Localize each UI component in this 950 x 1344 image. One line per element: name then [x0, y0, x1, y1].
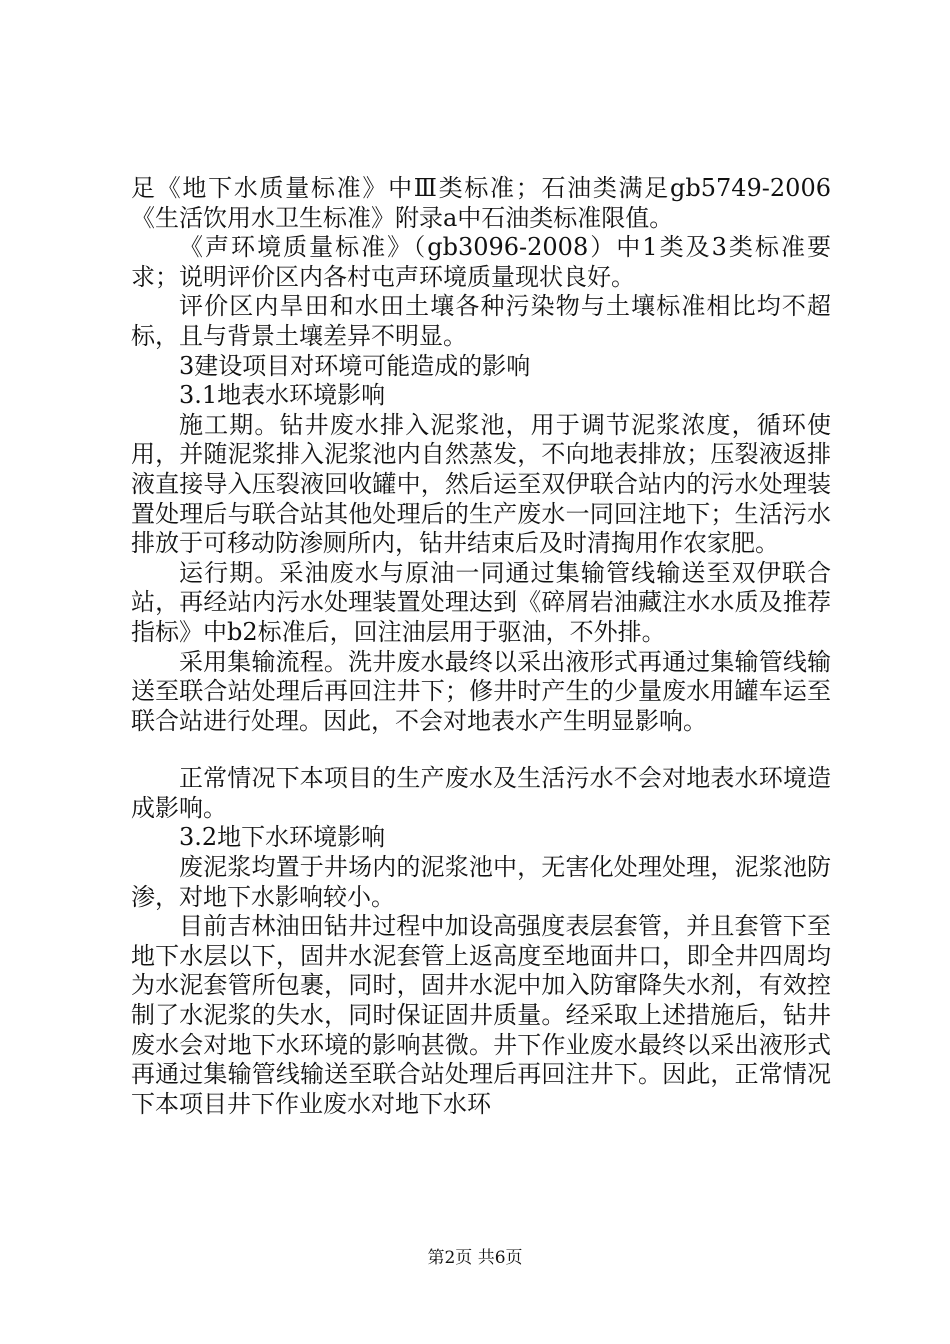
paragraph-operation-period: 运行期。采油废水与原油一同通过集输管线输送至双伊联合站，再经站内污水处理装置处理达到《碎屑岩油藏注水水质及推荐指标》中b2标准后，回注油层用于驱油，不外排。 [131, 558, 831, 646]
paragraph-standards-continued: 足《地下水质量标准》中Ⅲ类标准；石油类满足gb5749-2006《生活饮用水卫生标准》附录a中石油类标准限值。 [131, 174, 831, 232]
section-heading-3: 3建设项目对环境可能造成的影响 [179, 351, 531, 380]
paragraph-surface-water-conclusion: 正常情况下本项目的生产废水及生活污水不会对地表水环境造成影响。 [131, 764, 831, 822]
paragraph-noise-standard: 《声环境质量标准》（gb3096-2008）中1类及3类标准要求；说明评价区内各村屯声环境质量现状良好。 [131, 233, 831, 291]
section-heading-3-2: 3.2地下水环境影响 [179, 823, 386, 852]
section-heading-3-1: 3.1地表水环境影响 [179, 381, 386, 410]
paragraph-gathering-process: 采用集输流程。洗井废水最终以采出液形式再通过集输管线输送至联合站处理后再回注井下；修井时产生的少量废水用罐车运至联合站进行处理。因此，不会对地表水产生明显影响。 [131, 647, 831, 735]
page-number-footer: 第2页 共6页 [427, 1248, 523, 1268]
paragraph-construction-period: 施工期。钻井废水排入泥浆池，用于调节泥浆浓度，循环使用，并随泥浆排入泥浆池内自然蒸发，不向地表排放；压裂液返排液直接导入压裂液回收罐中，然后运至双伊联合站内的污水处理装置处理后与联合站其他处理后的生产废水一同回注地下；生活污水排放于可移动防渗厕所内，钻井结束后及时清掏用作农家肥。 [131, 410, 831, 558]
paragraph-waste-mud: 废泥浆均置于井场内的泥浆池中，无害化处理处理，泥浆池防渗，对地下水影响较小。 [131, 853, 831, 911]
document-body [131, 174, 831, 1119]
paragraph-jilin-oilfield: 目前吉林油田钻井过程中加设高强度表层套管，并且套管下至地下水层以下，固井水泥套管上返高度至地面井口，即全井四周均为水泥套管所包裹，同时，固井水泥中加入防窜降失水剂，有效控制了水泥浆的失水，同时保证固井质量。经采取上述措施后，钻井废水会对地下水环境的影响甚微。井下作业废水最终以采出液形式再通过集输管线输送至联合站处理后再回注井下。因此，正常情况下本项目井下作业废水对地下水环 [131, 912, 831, 1118]
paragraph-soil-quality: 评价区内旱田和水田土壤各种污染物与土壤标准相比均不超标，且与背景土壤差异不明显。 [131, 292, 831, 350]
